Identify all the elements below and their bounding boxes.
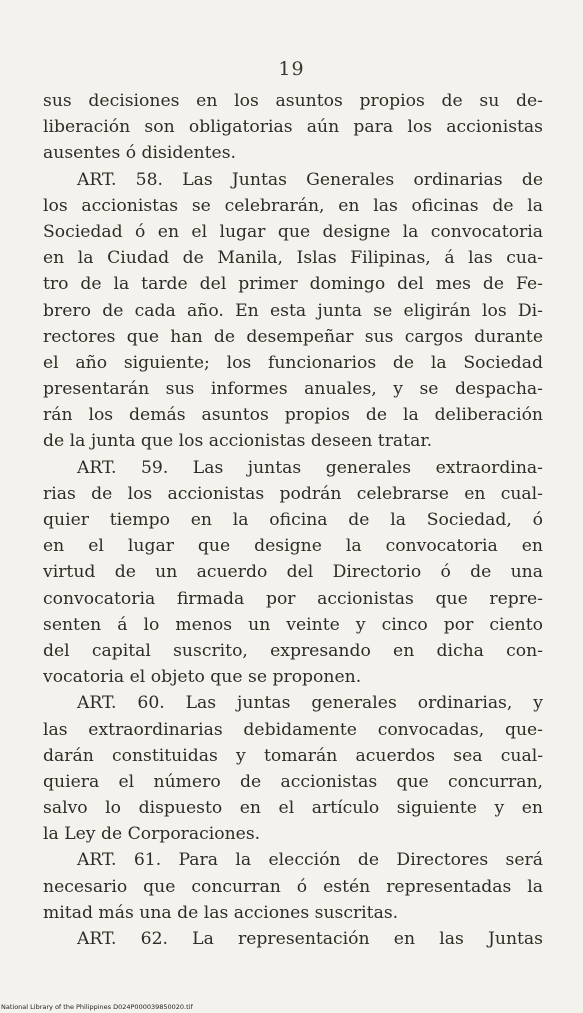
text-line: sus decisiones en los asuntos propios de su de- (43, 91, 543, 111)
page-number: 19 (278, 58, 305, 80)
text-line: ART. 62. La representación en las Juntas (77, 929, 543, 949)
text-line: la Ley de Corporaciones. (43, 824, 261, 845)
text-line: ART. 60. Las juntas generales ordinarias, y (77, 693, 543, 714)
text-line: del capital suscrito, expresando en dicha con- (43, 640, 543, 661)
text-line: las extraordinarias debidamente convocadas, que- (43, 719, 543, 740)
text-line: rán los demás asuntos propios de la deliberación (43, 405, 543, 426)
text-line: ausentes ó disidentes. (43, 143, 236, 164)
text-line: senten á lo menos un veinte y cinco por ciento (43, 614, 543, 635)
text-line: darán constituidas y tomarán acuerdos sea cual- (43, 745, 543, 766)
text-line: tro de la tarde del primer domingo del mes de Fe- (43, 274, 543, 295)
text-line: ART. 58. Las Juntas Generales ordinarias de (77, 169, 543, 190)
text-line: necesario que concurran ó estén representadas la (43, 876, 543, 897)
text-line: ART. 59. Las juntas generales extraordina- (77, 457, 543, 478)
text-line: vocatoria el objeto que se proponen. (43, 667, 362, 688)
footer-caption: National Library of the Philippines D024P000039850020.tif (1, 1003, 193, 1011)
text-line: quier tiempo en la oficina de la Sociedad, ó (43, 510, 543, 530)
text-line: Sociedad ó en el lugar que designe la convocatoria (43, 221, 543, 242)
text-line: convocatoria firmada por accionistas que repre- (43, 588, 543, 609)
text-line: rectores que han de desempeñar sus cargos durante (43, 326, 543, 347)
text-line: liberación son obligatorias aún para los accionistas (43, 117, 543, 138)
text-line: en el lugar que designe la convocatoria en (43, 536, 543, 557)
text-line: los accionistas se celebrarán, en las oficinas de la (43, 195, 543, 216)
text-line: mitad más una de las acciones suscritas. (43, 902, 399, 923)
text-line: el año siguiente; los funcionarios de la Sociedad (43, 352, 543, 373)
text-line: rias de los accionistas podrán celebrarse en cual- (43, 483, 543, 504)
text-line: presentarán sus informes anuales, y se despacha- (43, 379, 543, 400)
body-text (43, 88, 543, 952)
text-line: en la Ciudad de Manila, Islas Filipinas, á las cua- (43, 248, 543, 269)
text-line: quiera el número de accionistas que concurran, (43, 771, 543, 792)
text-line: virtud de un acuerdo del Directorio ó de una (43, 562, 543, 583)
text-line: brero de cada año. En esta junta se eligirán los Di- (43, 300, 543, 321)
text-line: ART. 61. Para la elección de Directores será (77, 850, 543, 871)
text-line: de la junta que los accionistas deseen tratar. (43, 431, 433, 452)
text-line: salvo lo dispuesto en el artículo siguiente y en (43, 798, 543, 819)
